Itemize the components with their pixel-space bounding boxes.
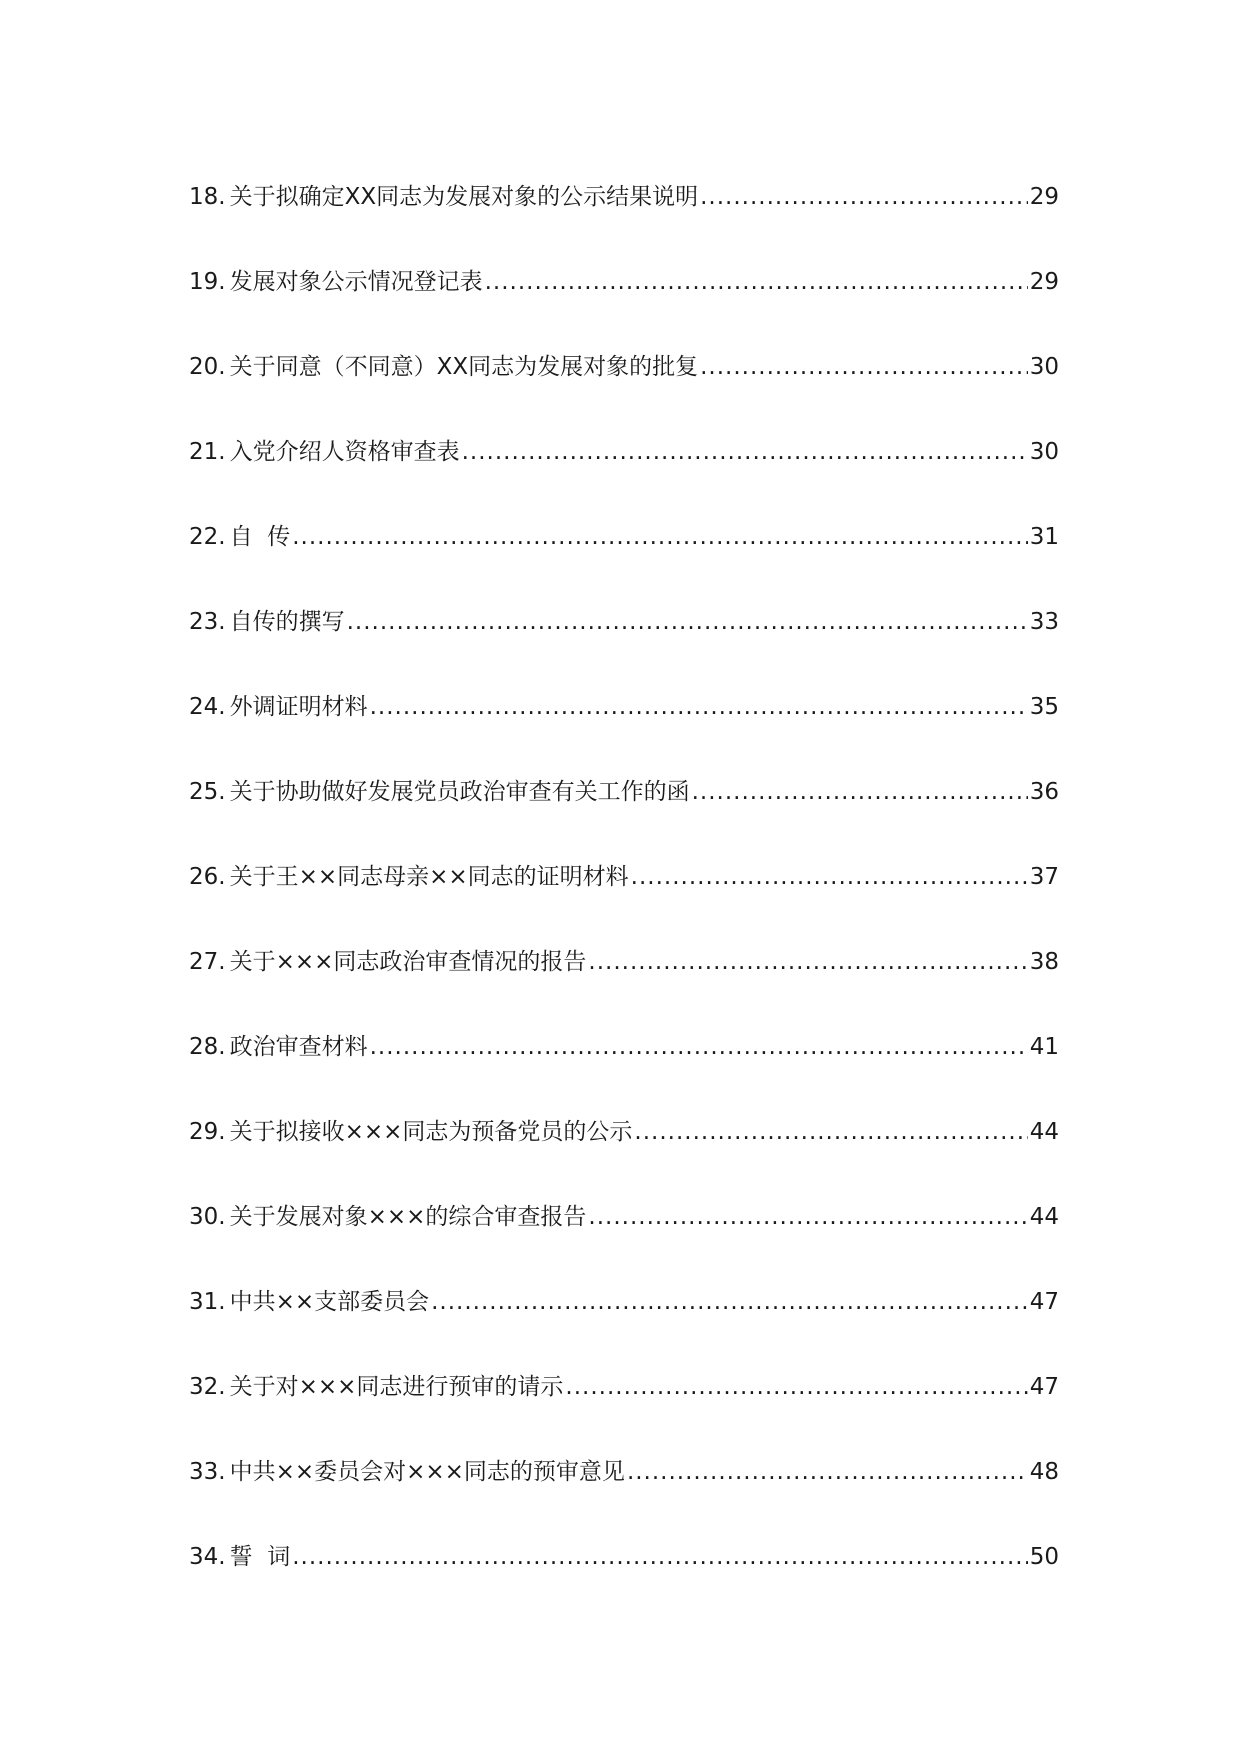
toc-entry-title: 外调证明材料 [229,694,368,720]
toc-entry-page: 35 [1029,694,1059,720]
toc-entry[interactable] [189,1277,1059,1362]
toc-entry-number: 24. [189,694,226,720]
toc-entry-title: 关于对×××同志进行预审的请示 [229,1374,564,1400]
toc-entry-title: 关于×××同志政治审查情况的报告 [229,949,587,975]
toc-entry-number: 19. [189,269,226,295]
toc-entry-number: 28. [189,1034,226,1060]
toc-entry[interactable] [189,682,1059,767]
toc-entry-number: 23. [189,609,226,635]
toc-entry-title: 关于王××同志母亲××同志的证明材料 [229,864,629,890]
toc-entry-page: 30 [1029,354,1059,380]
dot-leader [692,767,1028,817]
toc-entry[interactable] [189,427,1059,512]
dot-leader [370,1022,1028,1072]
toc-entry-number: 31. [189,1289,226,1315]
toc-entry-title: 关于发展对象×××的综合审查报告 [229,1204,587,1230]
dot-leader [627,1447,1028,1497]
toc-entry[interactable] [189,937,1059,1022]
dot-leader [370,682,1028,732]
toc-entry-number: 20. [189,354,226,380]
toc-entry[interactable] [189,1107,1059,1192]
dot-leader [588,1192,1027,1242]
dot-leader [634,1107,1027,1157]
dot-leader [292,1532,1028,1582]
toc-entry-page: 44 [1029,1204,1059,1230]
toc-entry-page: 47 [1029,1289,1059,1315]
toc-entry-title: 入党介绍人资格审查表 [229,439,460,465]
toc-entry-page: 47 [1029,1374,1059,1400]
toc-entry[interactable] [189,512,1059,597]
toc-entry-number: 25. [189,779,226,805]
toc-entry-title: 关于拟确定XX同志为发展对象的公示结果说明 [229,184,699,210]
toc-entry-title: 关于同意（不同意）XX同志为发展对象的批复 [229,354,699,380]
toc-entry[interactable] [189,767,1059,852]
toc-entry-page: 33 [1029,609,1059,635]
toc-entry[interactable] [189,342,1059,427]
toc-entry-title: 政治审查材料 [229,1034,368,1060]
toc-entry[interactable] [189,1022,1059,1107]
table-of-contents [189,172,1059,1617]
toc-entry[interactable] [189,597,1059,682]
toc-entry[interactable] [189,1362,1059,1447]
toc-entry-page: 50 [1029,1544,1059,1570]
toc-entry-page: 38 [1029,949,1059,975]
toc-entry[interactable] [189,1192,1059,1277]
toc-entry-number: 33. [189,1459,226,1485]
toc-entry-number: 34. [189,1544,226,1570]
toc-entry-page: 48 [1029,1459,1059,1485]
dot-leader [485,257,1028,307]
toc-entry-title: 自 传 [229,524,291,550]
toc-entry-title: 中共××支部委员会 [229,1289,430,1315]
dot-leader [631,852,1028,902]
toc-entry[interactable] [189,172,1059,257]
dot-leader [565,1362,1027,1412]
toc-entry-number: 29. [189,1119,226,1145]
toc-entry[interactable] [189,257,1059,342]
toc-entry-page: 41 [1029,1034,1059,1060]
toc-entry-number: 30. [189,1204,226,1230]
toc-entry[interactable] [189,1447,1059,1532]
toc-entry-page: 36 [1029,779,1059,805]
toc-entry-page: 30 [1029,439,1059,465]
toc-entry[interactable] [189,1532,1059,1617]
toc-entry-page: 31 [1029,524,1059,550]
toc-entry-number: 18. [189,184,226,210]
toc-entry-title: 誓 词 [229,1544,291,1570]
toc-entry-page: 29 [1029,184,1059,210]
dot-leader [700,342,1028,392]
toc-entry-number: 21. [189,439,226,465]
toc-entry-number: 32. [189,1374,226,1400]
toc-entry-page: 44 [1029,1119,1059,1145]
dot-leader [588,937,1027,987]
toc-entry-title: 关于协助做好发展党员政治审查有关工作的函 [229,779,690,805]
toc-entry-page: 37 [1029,864,1059,890]
dot-leader [462,427,1028,477]
toc-entry-title: 关于拟接收×××同志为预备党员的公示 [229,1119,633,1145]
toc-entry-title: 发展对象公示情况登记表 [229,269,483,295]
toc-entry-title: 自传的撰写 [229,609,345,635]
dot-leader [700,172,1028,222]
dot-leader [347,597,1028,647]
dot-leader [431,1277,1028,1327]
toc-entry-number: 22. [189,524,226,550]
toc-entry[interactable] [189,852,1059,937]
toc-entry-number: 26. [189,864,226,890]
toc-entry-page: 29 [1029,269,1059,295]
toc-entry-number: 27. [189,949,226,975]
toc-entry-title: 中共××委员会对×××同志的预审意见 [229,1459,625,1485]
dot-leader [292,512,1028,562]
